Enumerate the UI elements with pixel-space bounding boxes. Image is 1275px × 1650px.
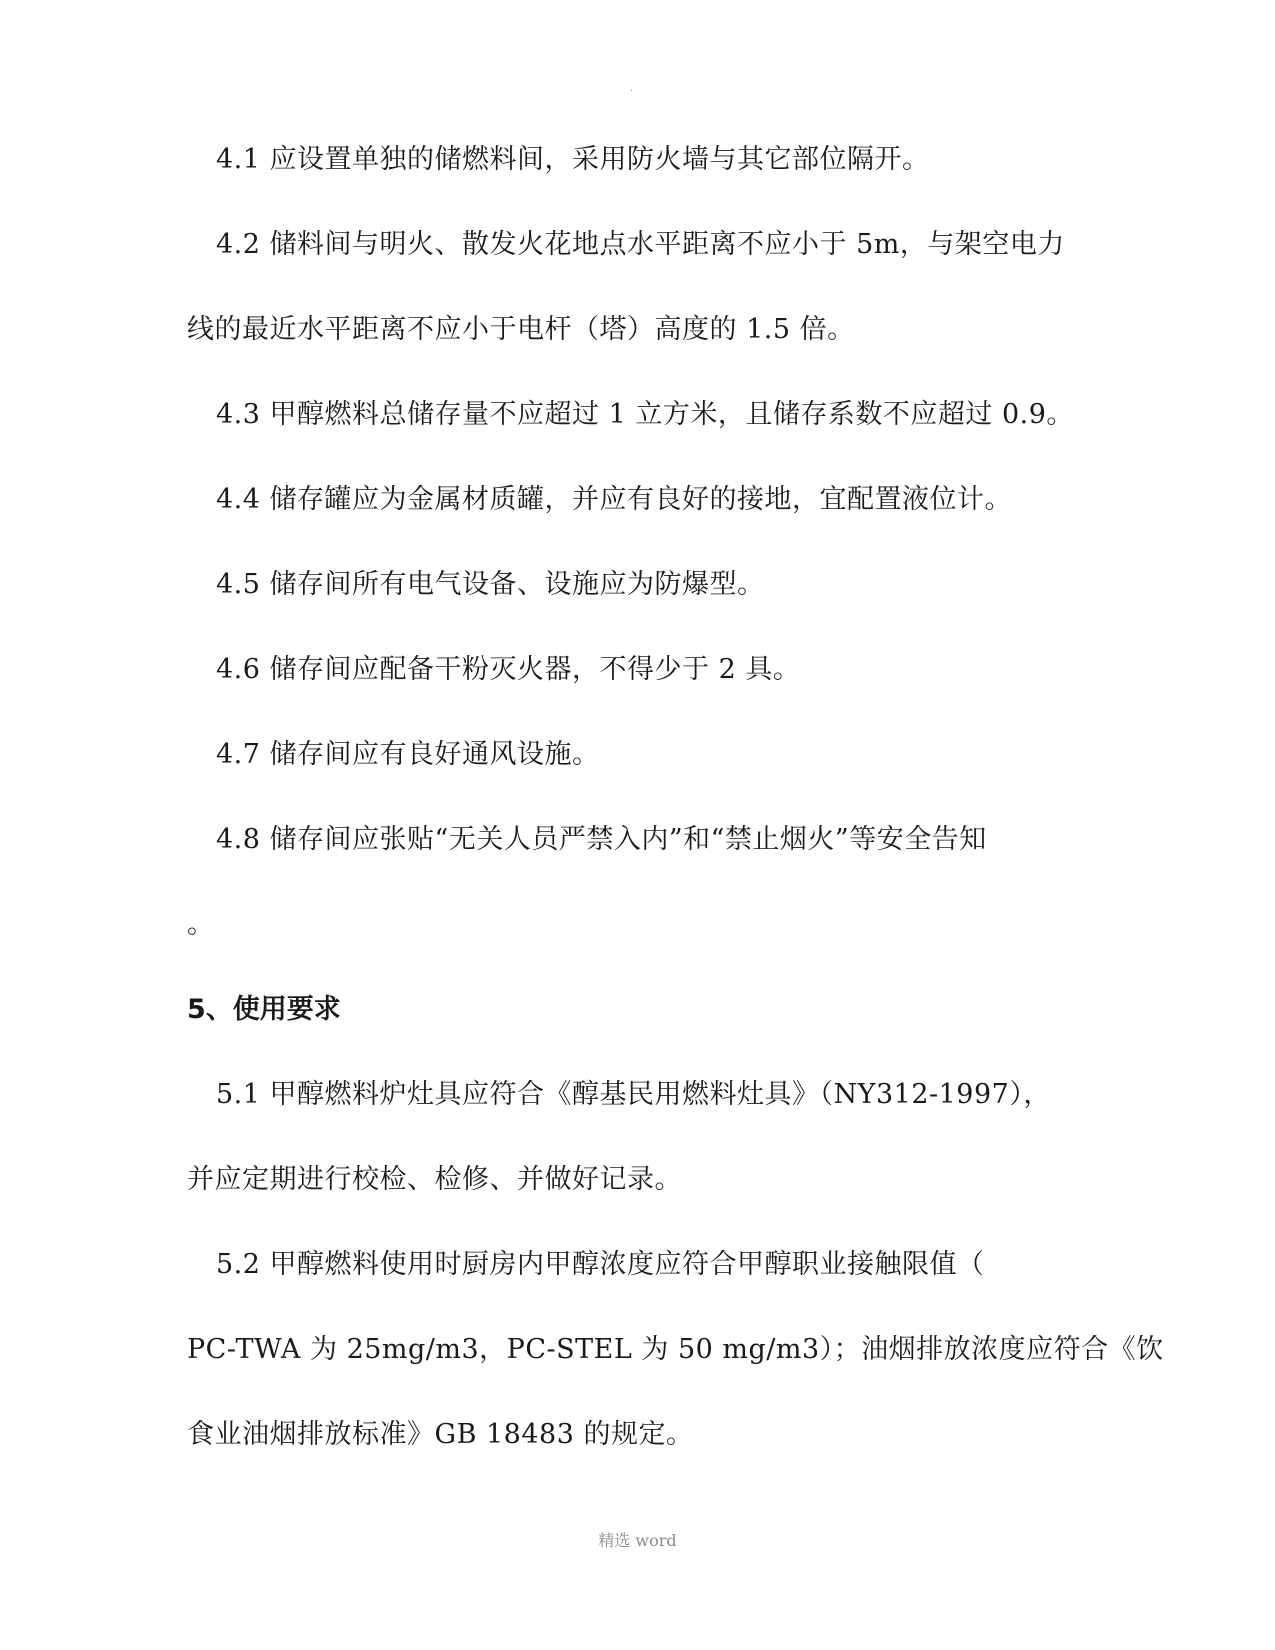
paragraph-4-8 [187, 818, 1087, 947]
section-heading: 5、使用要求 [187, 994, 341, 1025]
paragraph-line: 4.6 储存间应配备干粉灭火器，不得少于 2 具。 [216, 654, 801, 685]
paragraph-line: PC-TWA 为 25mg/m3，PC-STEL 为 50 mg/m3）；油烟排放浓度应符合《饮 [187, 1334, 1164, 1365]
paragraph-4-6 [187, 648, 1087, 692]
paragraph-5-2 [187, 1243, 1164, 1457]
paragraph-4-1 [187, 138, 1087, 182]
paragraph-line: 5.1 甲醇燃料炉灶具应符合《醇基民用燃料灶具》（NY312-1997）， [216, 1079, 1051, 1110]
paragraph-line: 4.7 储存间应有良好通风设施。 [216, 739, 600, 770]
paragraph-line: 4.4 储存罐应为金属材质罐，并应有良好的接地，宜配置液位计。 [216, 484, 1013, 515]
paragraph-line: 线的最近水平距离不应小于电杆（塔）高度的 1.5 倍。 [187, 314, 855, 345]
paragraph-line: 4.1 应设置单独的储燃料间，采用防火墙与其它部位隔开。 [216, 144, 930, 175]
paragraph-line: 4.3 甲醇燃料总储存量不应超过 1 立方米，且储存系数不应超过 0.9。 [216, 399, 1074, 430]
document-body [187, 138, 1164, 1498]
paragraph-4-3 [187, 393, 1087, 437]
paragraph-line: 4.8 储存间应张贴“无关人员严禁入内”和“禁止烟火”等安全告知 [216, 824, 987, 855]
paragraph-4-2 [187, 223, 1087, 352]
paragraph-5-1 [187, 1073, 1087, 1202]
paragraph-line: 4.2 储料间与明火、散发火花地点水平距离不应小于 5m，与架空电力 [216, 229, 1065, 260]
paragraph-4-7 [187, 733, 1087, 777]
header-mark: . [630, 84, 633, 94]
page-footer: 精选 word [598, 1531, 677, 1550]
paragraph-line: 并应定期进行校检、检修、并做好记录。 [187, 1164, 682, 1195]
paragraph-line: 5.2 甲醇燃料使用时厨房内甲醇浓度应符合甲醇职业接触限值（ [216, 1249, 985, 1280]
paragraph-4-5 [187, 563, 1087, 607]
paragraph-line: 。 [187, 909, 215, 940]
paragraph-line: 食业油烟排放标准》GB 18483 的规定。 [187, 1419, 694, 1450]
paragraph-line: 4.5 储存间所有电气设备、设施应为防爆型。 [216, 569, 765, 600]
paragraph-4-4 [187, 478, 1087, 522]
